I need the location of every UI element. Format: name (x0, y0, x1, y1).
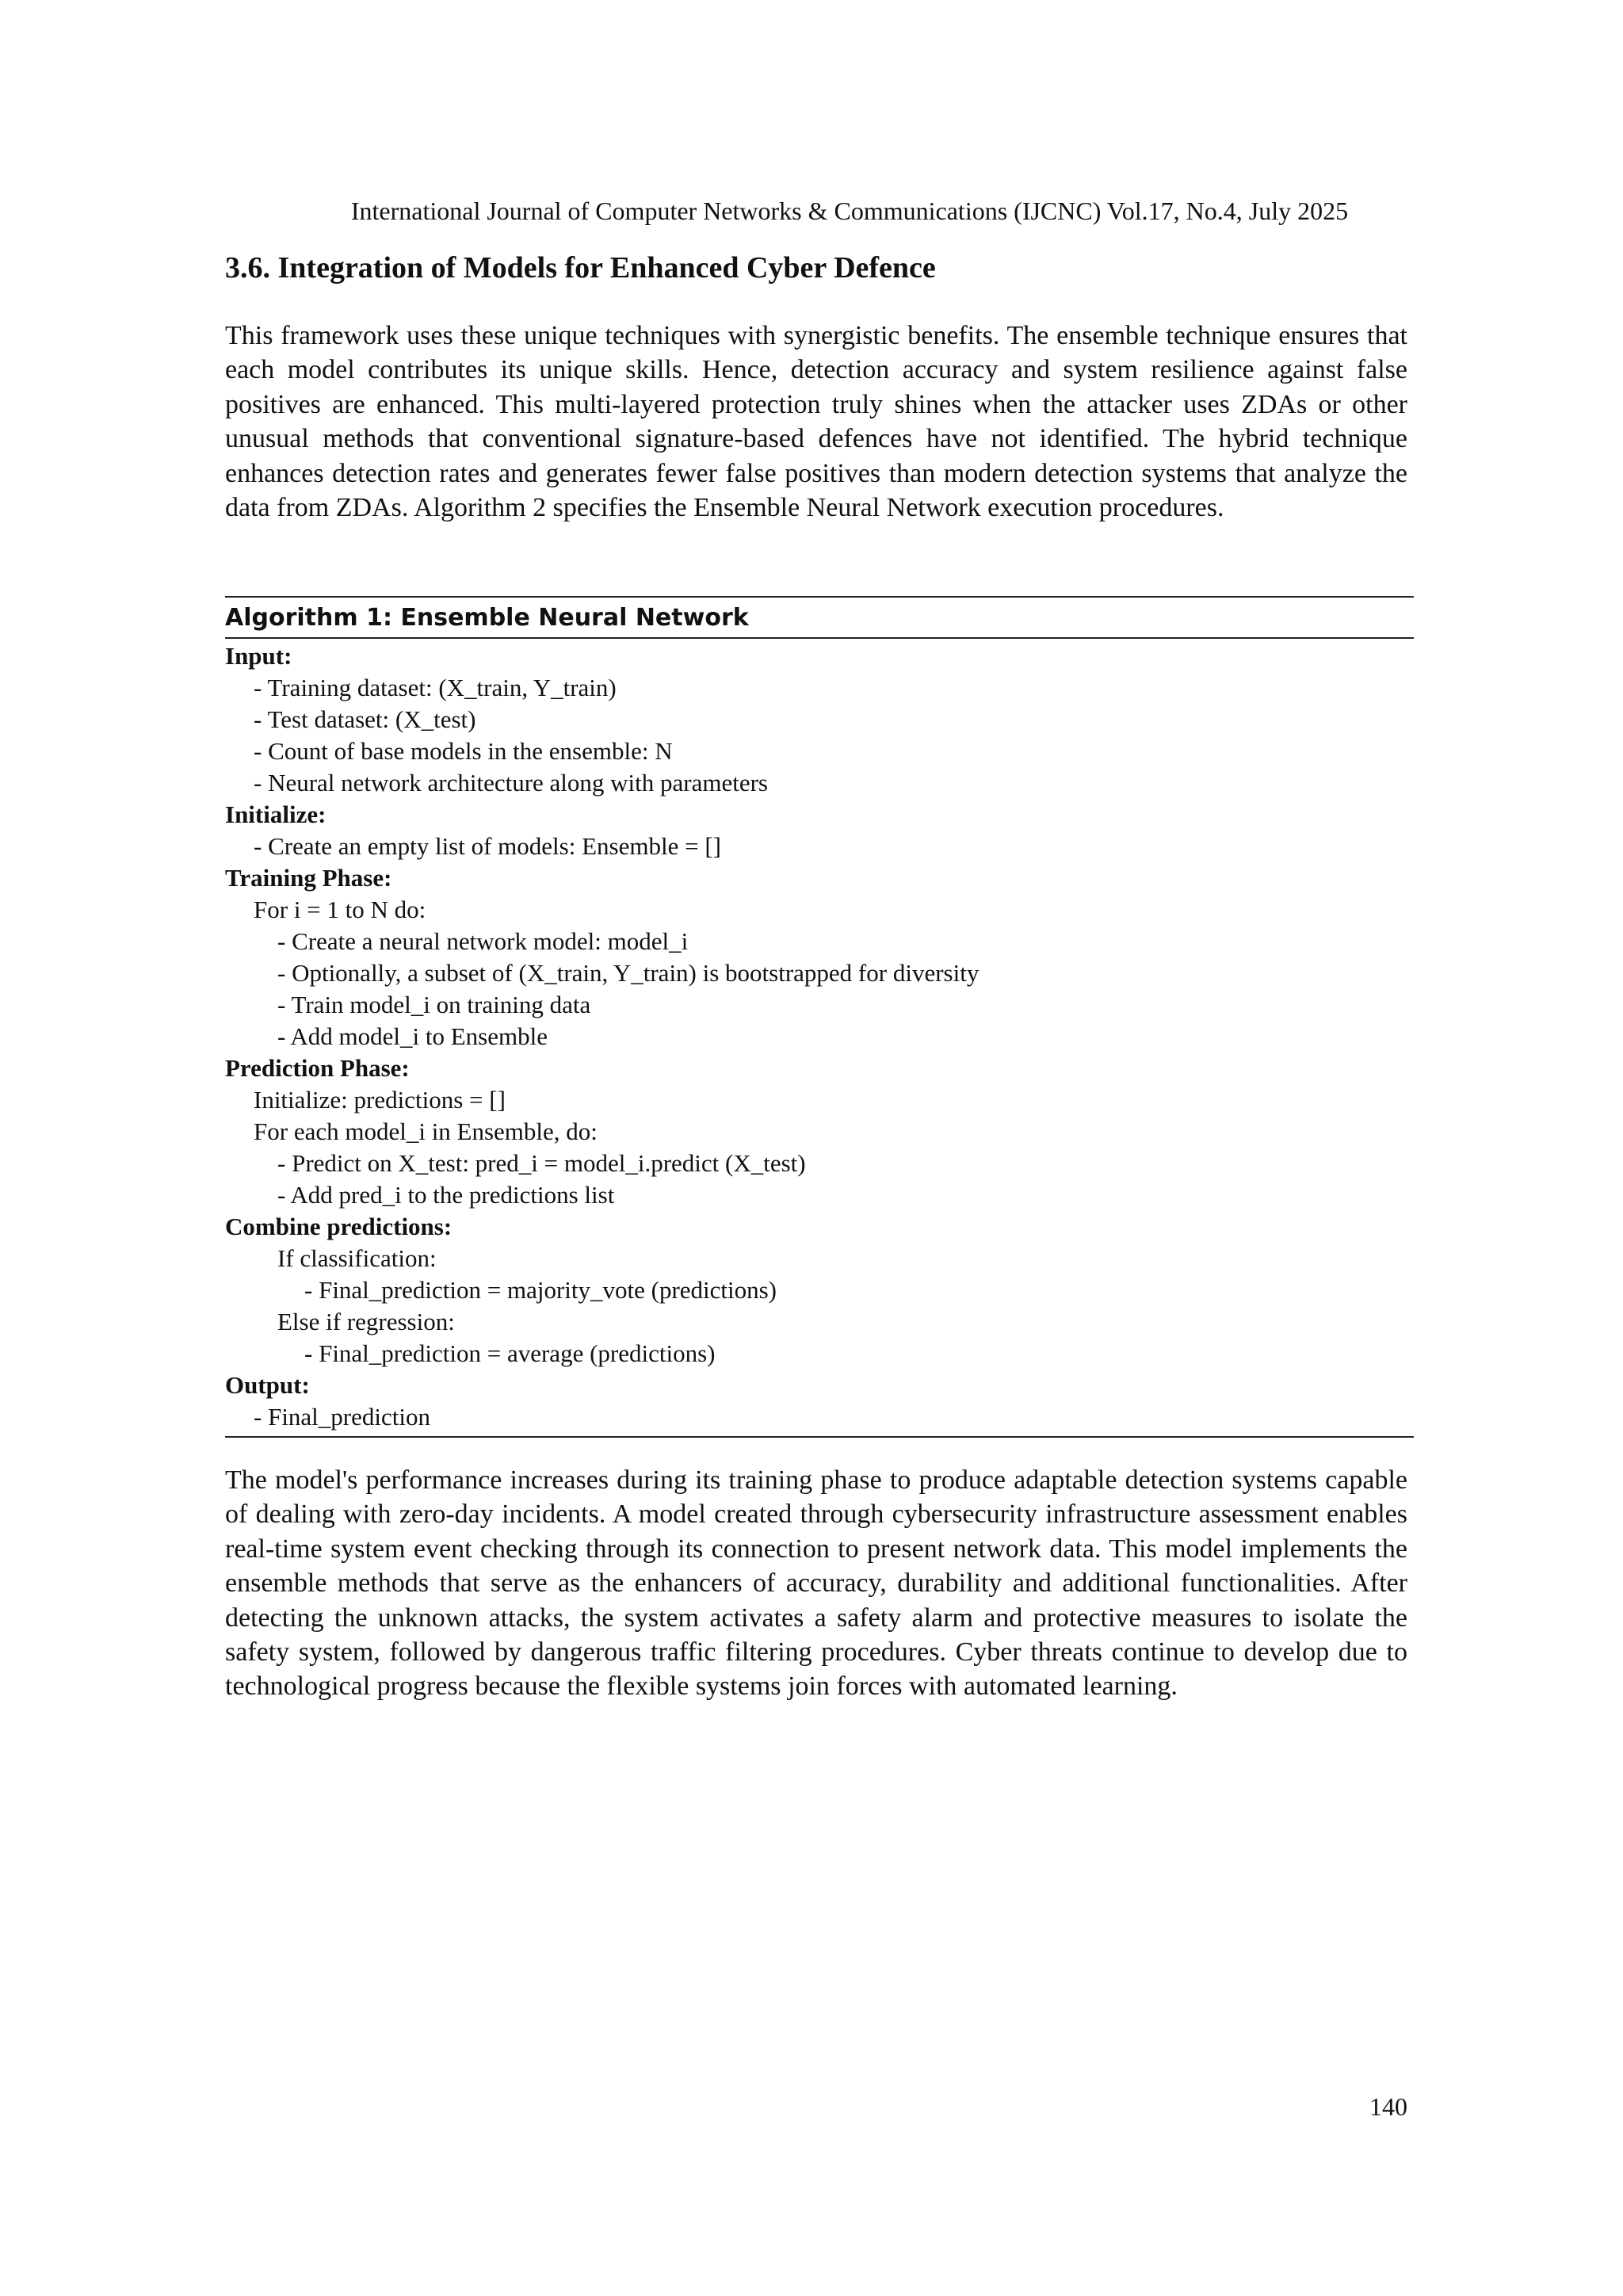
algorithm-line-output-heading: Output: (225, 1371, 310, 1399)
page-number: 140 (1369, 2092, 1407, 2121)
algorithm-box (225, 596, 1414, 1438)
algorithm-line: - Create an empty list of models: Ensemble = [] (254, 832, 721, 860)
running-head: International Journal of Computer Networks & Communications (IJCNC) Vol.17, No.4, July 2025 (350, 197, 1349, 225)
algorithm-line: - Training dataset: (X_train, Y_train) (254, 674, 617, 701)
algorithm-line: - Optionally, a subset of (X_train, Y_train) is bootstrapped for diversity (277, 959, 980, 987)
algorithm-line-prediction-heading: Prediction Phase: (225, 1054, 410, 1082)
algorithm-line-training-heading: Training Phase: (225, 864, 392, 892)
algorithm-line: - Test dataset: (X_test) (254, 705, 476, 733)
body-paragraph-2: The model's performance increases during its training phase to produce adaptable detection systems capable of dealing with zero-day incidents. A model created through cybersecurity infrastructure assessment enables real-time system event checking through its connection to present network data. This model implements the ensemble methods that serve as the enhancers of accuracy, durability and additional functionalities. After detecting the unknown attacks, the system activates a safety alarm and protective measures to isolate the safety system, followed by dangerous traffic filtering procedures. Cyber threats continue to develop due to technological progress because the flexible systems join forces with automated learning. (225, 1465, 1407, 1702)
algorithm-line: Else if regression: (277, 1308, 455, 1335)
algorithm-line: For i = 1 to N do: (254, 896, 426, 923)
algorithm-line: - Count of base models in the ensemble: N (254, 737, 673, 765)
algorithm-line: - Neural network architecture along with parameters (254, 769, 768, 797)
algorithm-body (225, 639, 1414, 1436)
algorithm-line: - Final_prediction = average (predictions) (304, 1339, 716, 1367)
algorithm-line-initialize-heading: Initialize: (225, 800, 327, 828)
algorithm-line: - Final_prediction (254, 1403, 430, 1431)
algorithm-line-combine-heading: Combine predictions: (225, 1213, 453, 1240)
algorithm-line: If classification: (277, 1244, 437, 1272)
algorithm-line: - Add pred_i to the predictions list (277, 1181, 615, 1209)
algorithm-line-input-heading: Input: (225, 642, 292, 670)
algorithm-line: - Create a neural network model: model_i (277, 927, 689, 955)
algorithm-line: - Train model_i on training data (277, 991, 591, 1018)
section-heading: 3.6. Integration of Models for Enhanced Cyber Defence (225, 251, 936, 285)
algorithm-line: For each model_i in Ensemble, do: (254, 1117, 598, 1145)
algorithm-line: Initialize: predictions = [] (254, 1086, 506, 1114)
algorithm-line: - Add model_i to Ensemble (277, 1022, 548, 1050)
algorithm-title: Algorithm 1: Ensemble Neural Network (225, 604, 749, 632)
algorithm-line: - Final_prediction = majority_vote (predictions) (304, 1276, 777, 1304)
body-paragraph-1: This framework uses these unique techniques with synergistic benefits. The ensemble technique ensures that each model contributes its unique skills. Hence, detection accuracy and system resilience against false positives are enhanced. This multi-layered protection truly shines when the attacker uses ZDAs or other unusual methods that conventional signature-based defences have not identified. The hybrid technique enhances detection rates and generates fewer false positives than modern detection systems that analyze the data from ZDAs. Algorithm 2 specifies the Ensemble Neural Network execution procedures. (225, 321, 1407, 523)
algorithm-bottom-rule (225, 1436, 1414, 1438)
algorithm-line: - Predict on X_test: pred_i = model_i.predict (X_test) (277, 1149, 806, 1177)
